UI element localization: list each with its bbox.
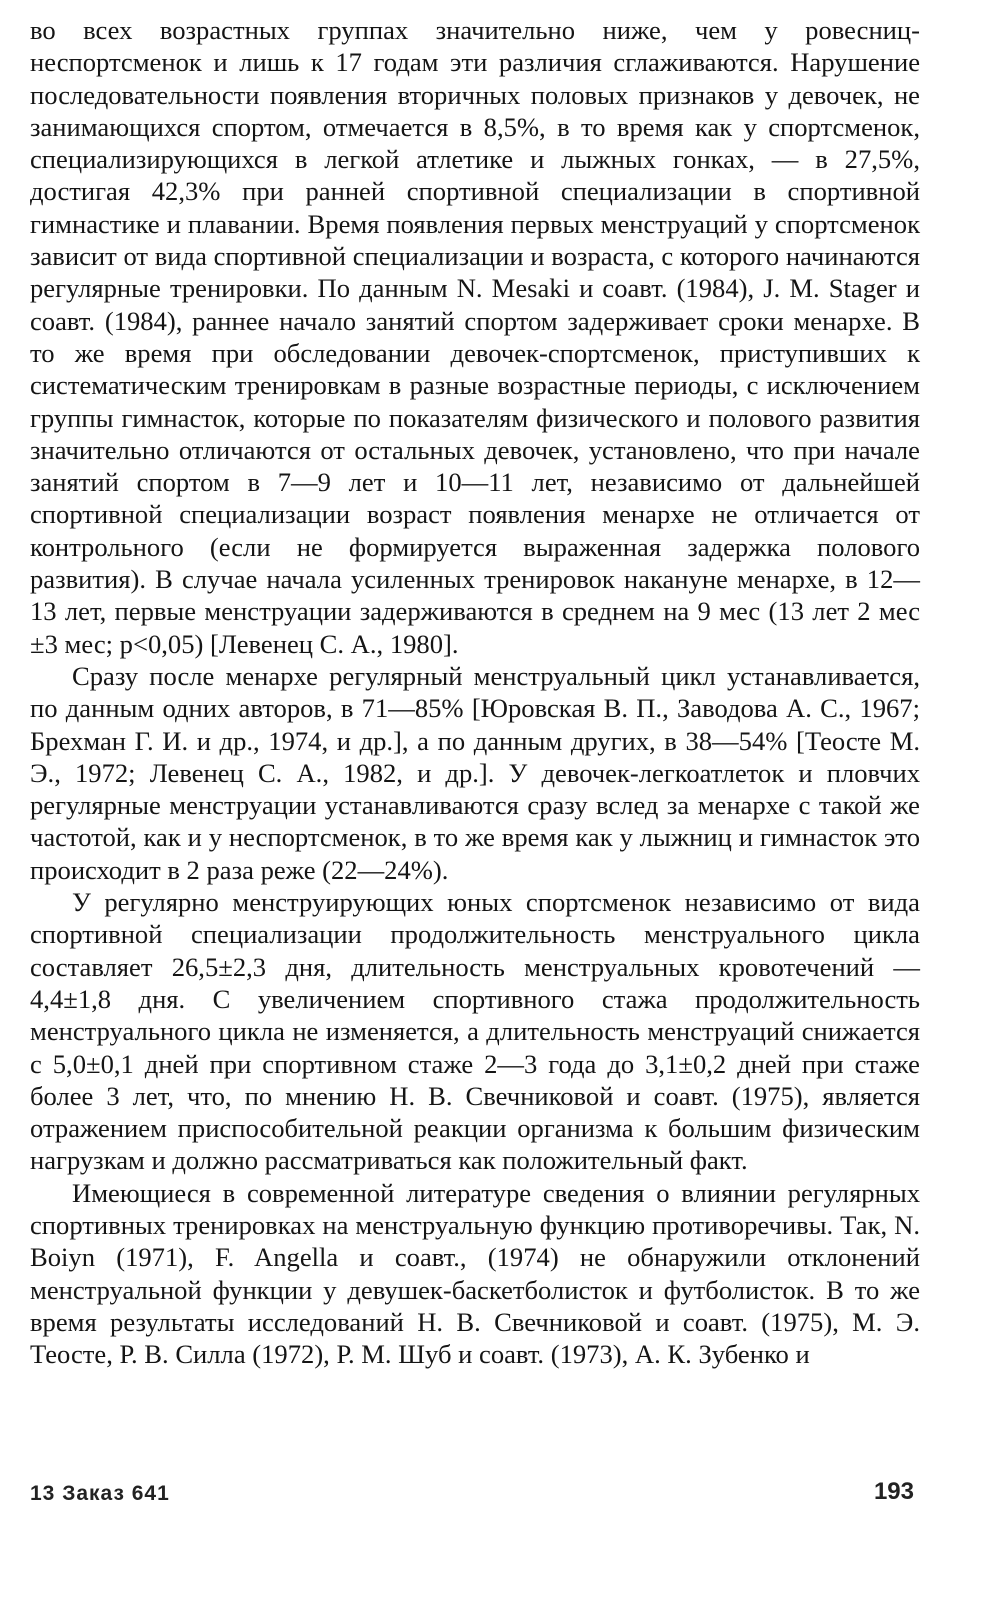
page-footer	[30, 1479, 914, 1509]
paragraph-3: У регулярно менструирующих юных спортсменок независимо от вида спортивной специализации продолжительность менструального цикла составляет 26,5±2,3 дня, длительность менструальных кровотечений — 4,4±1,8 дня. С увеличением спортивного стажа продолжительность менструального цикла не изменяется, а длительность менструаций снижается с 5,0±0,1 дней при спортивном стаже 2—3 года до 3,1±0,2 дней при стаже более 3 лет, что, по мнению Н. В. Свечниковой и соавт. (1975), является отражением приспособительной реакции организма к большим физическим нагрузкам и должно рассматриваться как положительный факт.	[30, 887, 920, 1176]
page-text	[30, 14, 920, 1370]
paragraph-2: Сразу после менархе регулярный менструальный цикл устанавливается, по данным одних авторов, в 71—85% [Юровская В. П., Заводова А. С., 1967; Брехман Г. И. и др., 1974, и др.], а по данным других, в 38—54% [Теосте М. Э., 1972; Левенец С. А., 1982, и др.]. У девочек-легкоатлеток и пловчих регулярные менструации устанавливаются сразу вслед за менархе с такой же частотой, как и у неспортсменок, в то же время как у лыжниц и гимнасток это происходит в 2 раза реже (22—24%).	[30, 660, 920, 885]
paragraph-1: во всех возрастных группах значительно ниже, чем у ровесниц-неспортсменок и лишь к 17 годам эти различия сглаживаются. Нарушение последовательности появления вторичных половых признаков у девочек, не занимающихся спортом, отмечается в 8,5%, в то время как у спортсменок, специализирующихся в легкой атлетике и лыжных гонках, — в 27,5%, достигая 42,3% при ранней спортивной специализации в спортивной гимнастике и плавании. Время появления первых менструаций у спортсменок зависит от вида спортивной специализации и возраста, с которого начинаются регулярные тренировки. По данным N. Mesaki и соавт. (1984), J. M. Stager и соавт. (1984), раннее начало занятий спортом задерживает сроки менархе. В то же время при обследовании девочек-спортсменок, приступивших к систематическим тренировкам в разные возрастные периоды, с исключением группы гимнасток, которые по показателям физического и полового развития значительно отличаются от остальных девочек, установлено, что при начале занятий спортом в 7—9 лет и 10—11 лет, независимо от дальнейшей спортивной специализации возраст появления менархе не отличается от контрольного (если не формируется выраженная задержка полового развития). В случае начала усиленных тренировок накануне менархе, в 12—13 лет, первые менструации задерживаются в среднем на 9 мес (13 лет 2 мес ±3 мес; p<0,05) [Левенец С. А., 1980].	[30, 15, 920, 659]
page-number: 193	[873, 1478, 914, 1505]
paragraph-4: Имеющиеся в современной литературе сведения о влиянии регулярных спортивных тренировках на менструальную функцию противоречивы. Так, N. Boiyn (1971), F. Angella и соавт., (1974) не обнаружили отклонений менструальной функции у девушек-баскетболисток и футболисток. В то же время результаты исследований Н. В. Свечниковой и соавт. (1975), М. Э. Теосте, Р. В. Силла (1972), Р. М. Шуб и соавт. (1973), А. К. Зубенко и	[30, 1177, 920, 1370]
printer-signature: 13 Заказ 641	[30, 1482, 170, 1505]
